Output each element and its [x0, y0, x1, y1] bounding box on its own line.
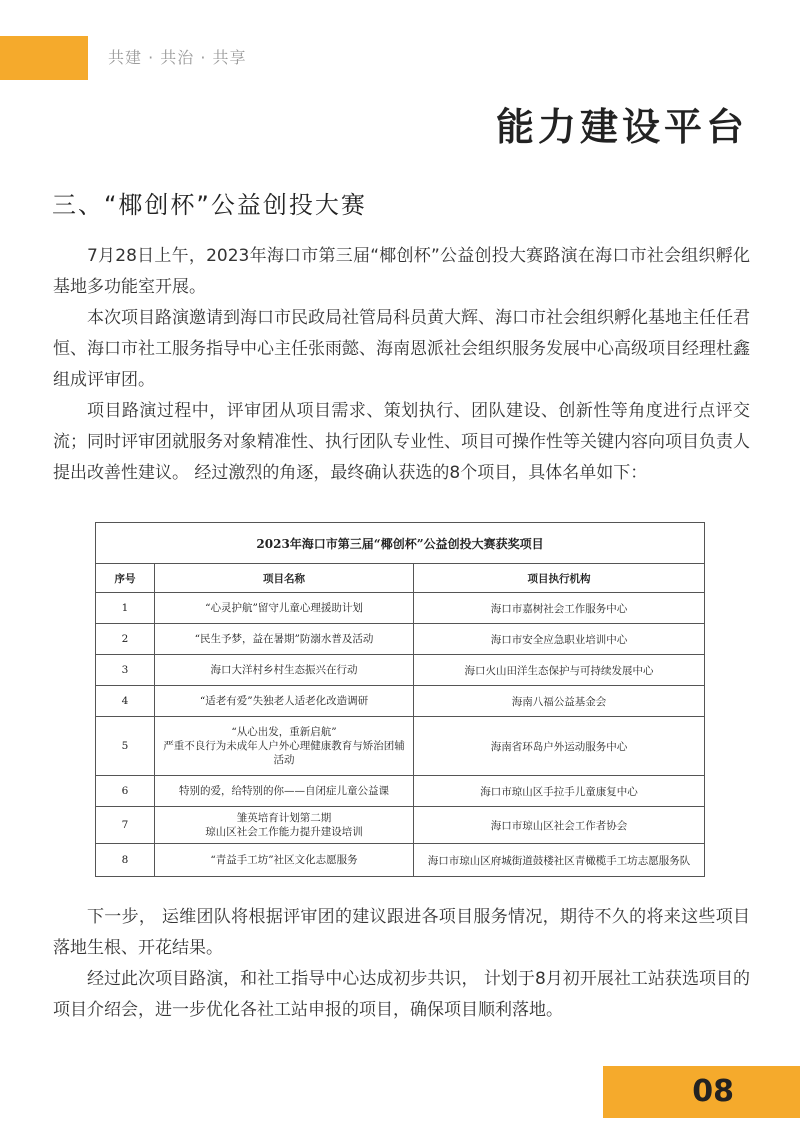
- organization: 海口市嘉树社会工作服务中心: [414, 593, 705, 624]
- row-number: 1: [96, 593, 155, 624]
- table-row: [96, 593, 705, 624]
- organization: 海口市安全应急职业培训中心: [414, 624, 705, 655]
- organization: 海口火山田洋生态保护与可持续发展中心: [414, 655, 705, 686]
- row-number: 8: [96, 844, 155, 877]
- project-name: 雏英培育计划第二期 琼山区社会工作能力提升建设培训: [155, 807, 414, 844]
- organization: 海口市琼山区府城街道鼓楼社区青橄榄手工坊志愿服务队: [414, 844, 705, 877]
- intro-text: [53, 241, 750, 489]
- table-row: [96, 655, 705, 686]
- project-name: “民生予梦，益在暑期”防溺水普及活动: [155, 624, 414, 655]
- award-table: [95, 522, 705, 877]
- header-number: 序号: [96, 564, 155, 593]
- project-name: “适老有爱”失独老人适老化改造调研: [155, 686, 414, 717]
- outro-paragraph-1: 下一步， 运维团队将根据评审团的建议跟进各项目服务情况，期待不久的将来这些项目落地生根、开花结果。: [53, 907, 750, 958]
- section-title: 三、“椰创杯”公益创投大赛: [52, 191, 367, 219]
- project-name: 特别的爱，给特别的你——自闭症儿童公益课: [155, 776, 414, 807]
- table-row: [96, 776, 705, 807]
- organization: 海口市琼山区社会工作者协会: [414, 807, 705, 844]
- row-number: 5: [96, 717, 155, 776]
- table-row: [96, 624, 705, 655]
- header-organization: 项目执行机构: [414, 564, 705, 593]
- intro-paragraph-1: 7月28日上午，2023年海口市第三届“椰创杯”公益创投大赛路演在海口市社会组织孵化基地多功能室开展。: [53, 246, 750, 297]
- row-number: 3: [96, 655, 155, 686]
- project-name: 海口大洋村乡村生态振兴在行动: [155, 655, 414, 686]
- outro-text: [53, 902, 750, 1026]
- row-number: 2: [96, 624, 155, 655]
- intro-paragraph-2: 本次项目路演邀请到海口市民政局社管局科员黄大辉、海口市社会组织孵化基地主任任君恒、海口市社工服务指导中心主任张雨懿、海南恩派社会组织服务发展中心高级项目经理杜鑫组成评审团。: [53, 308, 750, 390]
- row-number: 6: [96, 776, 155, 807]
- page-number: 08: [692, 1074, 734, 1109]
- project-name: “青益手工坊”社区文化志愿服务: [155, 844, 414, 877]
- header-project-name: 项目名称: [155, 564, 414, 593]
- header-accent-bar: [0, 36, 88, 80]
- page-title: 能力建设平台: [495, 105, 748, 149]
- row-number: 4: [96, 686, 155, 717]
- project-name: “从心出发，重新启航” 严重不良行为未成年人户外心理健康教育与矫治团辅 活动: [155, 717, 414, 776]
- project-name: “心灵护航”留守儿童心理援助计划: [155, 593, 414, 624]
- table-header-row: [96, 564, 705, 593]
- table-row: [96, 686, 705, 717]
- row-number: 7: [96, 807, 155, 844]
- table-row: [96, 807, 705, 844]
- organization: 海南省环岛户外运动服务中心: [414, 717, 705, 776]
- table-row: [96, 844, 705, 877]
- header-slogan: 共建 · 共治 · 共享: [108, 48, 247, 67]
- table-row: [96, 717, 705, 776]
- organization: 海南八福公益基金会: [414, 686, 705, 717]
- outro-paragraph-2: 经过此次项目路演，和社工指导中心达成初步共识， 计划于8月初开展社工站获选项目的项目介绍会，进一步优化各社工站申报的项目，确保项目顺利落地。: [53, 969, 750, 1020]
- intro-paragraph-3: 项目路演过程中，评审团从项目需求、策划执行、团队建设、创新性等角度进行点评交流；同时评审团就服务对象精准性、执行团队专业性、项目可操作性等关键内容向项目负责人提出改善性建议。 经过激烈的角逐，最终确认获选的8个项目，具体名单如下：: [53, 401, 750, 483]
- organization: 海口市琼山区手拉手儿童康复中心: [414, 776, 705, 807]
- table-caption: 2023年海口市第三届“椰创杯”公益创投大赛获奖项目: [96, 523, 705, 564]
